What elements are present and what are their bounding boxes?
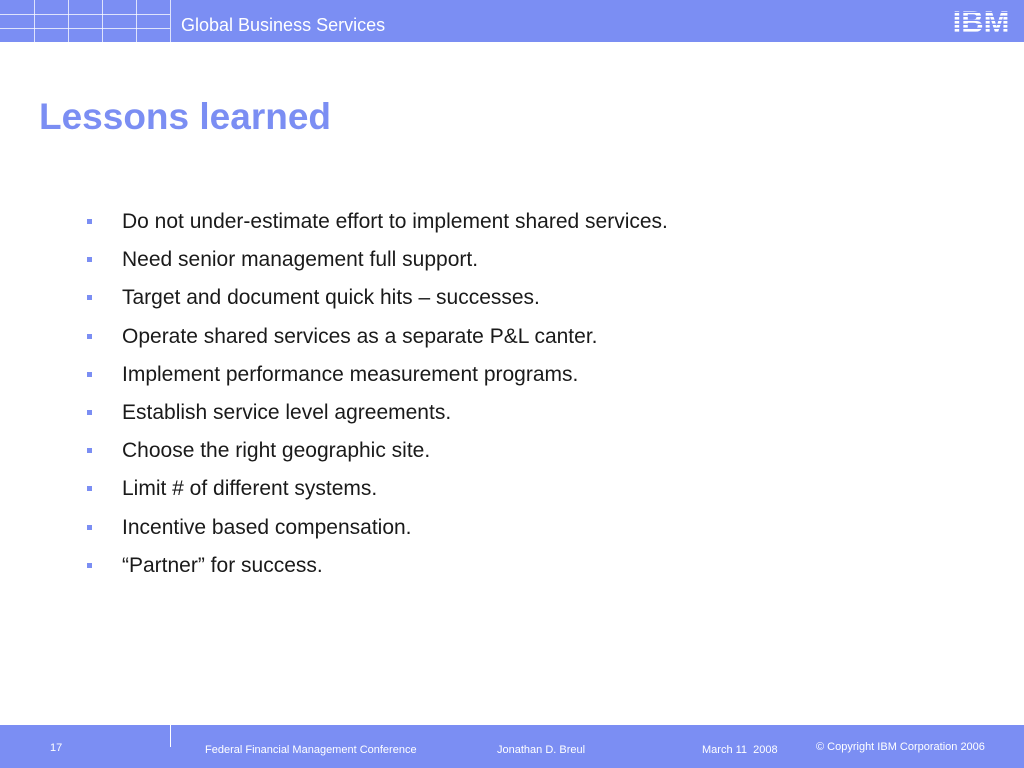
bullet-square-icon [87, 448, 92, 453]
list-item [86, 203, 668, 241]
list-item [86, 547, 668, 585]
bullet-text: Incentive based compensation. [122, 515, 412, 539]
footer-divider [170, 725, 171, 747]
list-item [86, 318, 668, 356]
footer-conference: Federal Financial Management Conference [205, 744, 417, 756]
bullet-square-icon [87, 486, 92, 491]
bullet-text: Target and document quick hits – successes. [122, 286, 540, 310]
bullet-text: Need senior management full support. [122, 248, 479, 272]
footer-bar [0, 725, 1024, 768]
footer-author: Jonathan D. Breul [497, 744, 586, 756]
page-number: 17 [50, 742, 63, 754]
bullet-text: Limit # of different systems. [122, 477, 378, 501]
list-item [86, 279, 668, 317]
svg-text:IBM: IBM [952, 5, 1010, 37]
footer-date: March 11 2008 [702, 744, 778, 756]
bullet-text: Do not under-estimate effort to implement shared services. [122, 210, 668, 233]
ibm-logo [945, 5, 1017, 37]
bullet-square-icon [87, 257, 92, 262]
bullet-square-icon [87, 372, 92, 377]
header-grid-decoration [0, 0, 172, 42]
list-item [86, 394, 668, 432]
bullet-list [86, 203, 668, 585]
bullet-square-icon [87, 410, 92, 415]
bullet-text: Operate shared services as a separate P&L canter. [122, 324, 598, 348]
bullet-square-icon [87, 525, 92, 530]
footer-copyright: © Copyright IBM Corporation 2006 [816, 741, 985, 753]
bullet-square-icon [87, 563, 92, 568]
list-item [86, 241, 668, 279]
list-item [86, 356, 668, 394]
bullet-text: Implement performance measurement programs. [122, 362, 579, 386]
bullet-text: Establish service level agreements. [122, 400, 452, 424]
bullet-square-icon [87, 295, 92, 300]
bullet-square-icon [87, 219, 92, 224]
list-item [86, 509, 668, 547]
bullet-text: “Partner” for success. [122, 553, 323, 577]
slide-title: Lessons learned [39, 96, 332, 137]
header-bar [0, 0, 1024, 42]
bullet-text: Choose the right geographic site. [122, 439, 431, 463]
bullet-square-icon [87, 334, 92, 339]
list-item [86, 432, 668, 470]
header-title: Global Business Services [181, 15, 386, 35]
list-item [86, 470, 668, 508]
